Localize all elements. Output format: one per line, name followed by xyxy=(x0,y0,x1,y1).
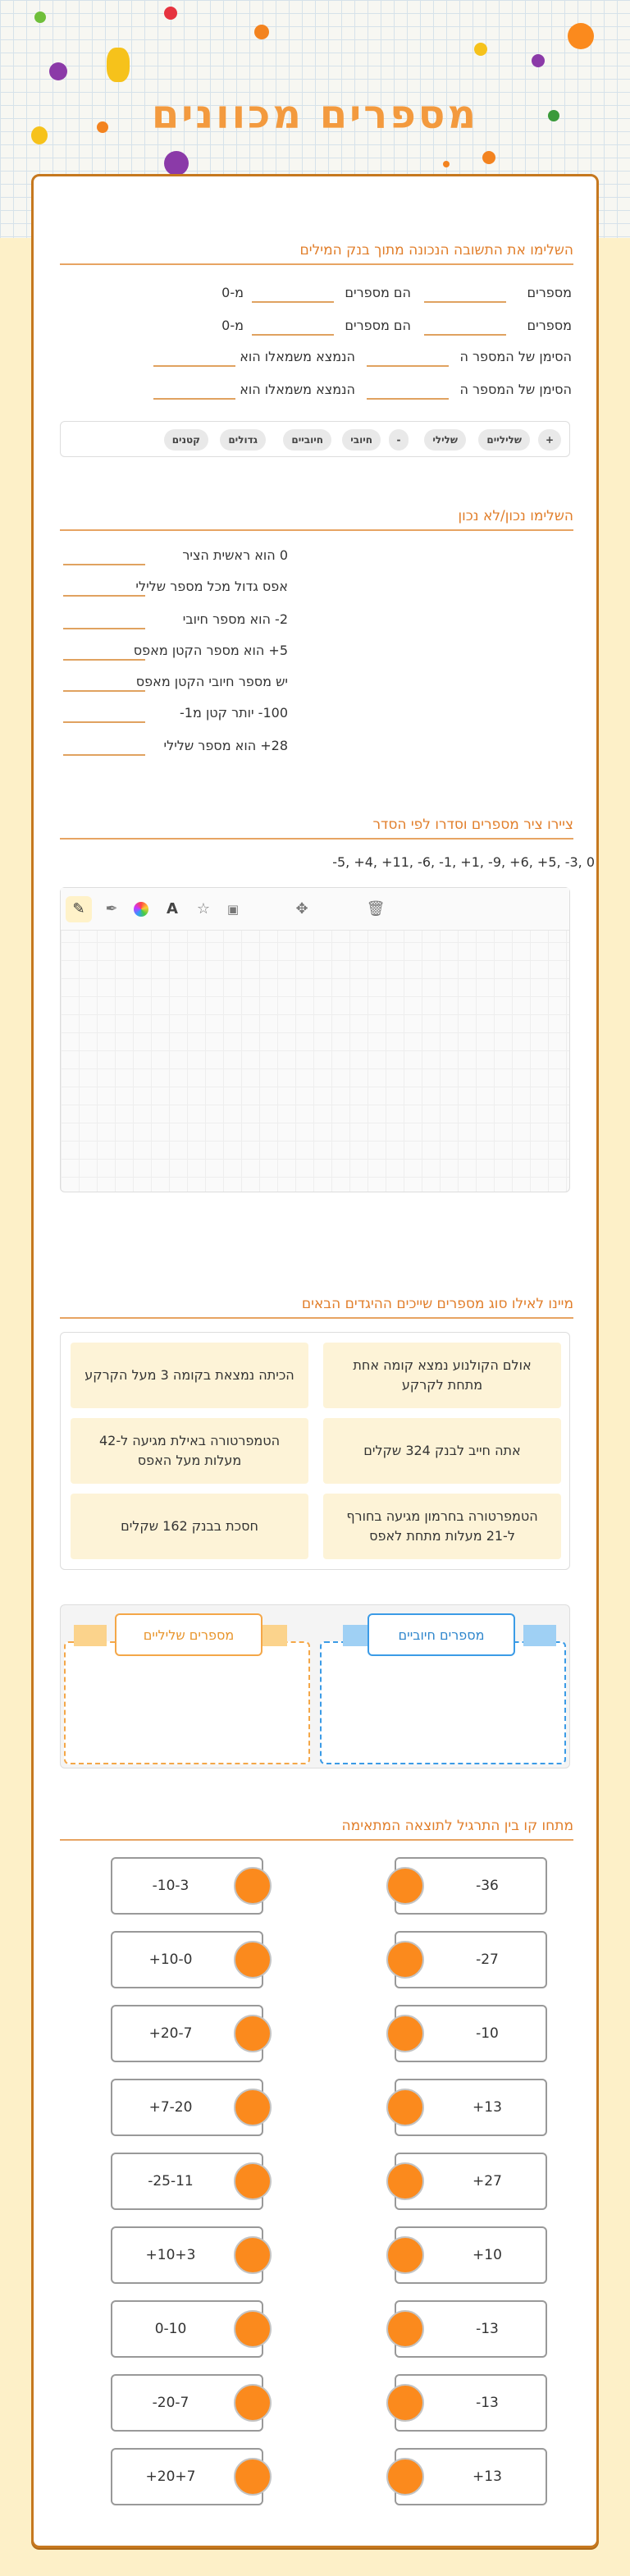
sort-card[interactable]: הכיתה נמצאת בקומה 3 מעל הקרקע xyxy=(71,1343,308,1408)
paint-splat xyxy=(474,43,487,56)
statement: 28+ הוא מספר שלילי xyxy=(163,738,288,753)
pencil-icon[interactable]: ✎ xyxy=(66,896,92,922)
blank-input[interactable] xyxy=(367,365,449,367)
answer-input[interactable] xyxy=(63,628,145,629)
match-exercise-card[interactable] xyxy=(111,1857,263,1915)
card-pool xyxy=(60,1332,570,1570)
paint-splat xyxy=(34,11,46,23)
match-result-text: +13 xyxy=(472,2099,502,2116)
paint-splat xyxy=(107,48,130,82)
connector-dot[interactable] xyxy=(234,2015,272,2052)
paint-splat xyxy=(532,54,545,67)
fill-text: מספרים xyxy=(527,285,572,300)
match-result-text: -27 xyxy=(476,1951,499,1968)
connector-dot[interactable] xyxy=(386,2236,424,2274)
true-false-row xyxy=(34,738,596,757)
match-exercise-text: +7-20 xyxy=(148,2099,193,2116)
color-wheel-icon[interactable] xyxy=(128,896,154,922)
bucket-negative[interactable] xyxy=(64,1641,310,1764)
answer-input[interactable] xyxy=(63,721,145,723)
match-exercise-card[interactable] xyxy=(111,2448,263,2505)
paint-splat xyxy=(164,7,177,20)
match-exercise-text: +10+3 xyxy=(145,2247,196,2263)
match-result-text: +10 xyxy=(472,2247,502,2263)
answer-input[interactable] xyxy=(63,690,145,692)
match-exercise-text: +20-7 xyxy=(148,2025,193,2042)
match-result-text: -10 xyxy=(476,2025,499,2042)
match-result-card[interactable] xyxy=(395,2226,547,2284)
word-chip[interactable]: שלילי xyxy=(424,429,466,451)
statement: 0 הוא ראשית הציר xyxy=(182,547,288,563)
fill-text: הם מספרים xyxy=(345,318,411,333)
text-icon[interactable]: A xyxy=(167,900,178,917)
paint-splat xyxy=(482,151,495,164)
match-result-text: +27 xyxy=(472,2173,502,2189)
match-result-card[interactable] xyxy=(395,2079,547,2136)
match-result-card[interactable] xyxy=(395,2153,547,2210)
statement: 100- יותר קטן מ1- xyxy=(180,705,288,721)
ribbon-tail xyxy=(523,1625,556,1646)
true-false-row xyxy=(34,643,596,662)
connector-dot[interactable] xyxy=(234,1867,272,1905)
match-result-card[interactable] xyxy=(395,1931,547,1988)
worksheet xyxy=(31,174,599,2548)
sort-card[interactable]: הטמפרטורה באילת מגיעה ל-42 מעלות מעל האפס xyxy=(71,1418,308,1484)
connector-dot[interactable] xyxy=(386,2089,424,2126)
page-title: מספרים מכוונים xyxy=(151,92,479,138)
blank-input[interactable] xyxy=(252,301,334,303)
connector-dot[interactable] xyxy=(386,2458,424,2496)
word-chip[interactable]: + xyxy=(538,429,561,451)
fill-text: מ-0 xyxy=(221,285,244,300)
fill-row xyxy=(58,382,572,401)
sort-card[interactable]: הטמפרטורה בחרמון מגיעה בחורף ל-21 מעלות מתחת לאפס xyxy=(323,1494,561,1559)
connector-dot[interactable] xyxy=(386,1867,424,1905)
connector-dot[interactable] xyxy=(234,2089,272,2126)
paint-splat xyxy=(254,25,269,39)
blank-input[interactable] xyxy=(153,365,235,367)
sort-buckets xyxy=(60,1604,570,1768)
match-exercise-text: -10-3 xyxy=(152,1878,189,1894)
connector-dot[interactable] xyxy=(386,1941,424,1979)
word-chip[interactable]: - xyxy=(389,429,409,451)
match-exercise-card[interactable] xyxy=(111,1931,263,1988)
word-chip[interactable]: קטנים xyxy=(164,429,208,451)
match-result-text: -13 xyxy=(476,2321,499,2337)
fill-text: הנמצא משמאלו הוא xyxy=(240,349,355,364)
match-result-text: -36 xyxy=(476,1878,499,1894)
fill-row xyxy=(58,318,572,337)
section-title: השלימו נכון/לא נכון xyxy=(60,508,573,531)
bucket-negative-label: מספרים שליליים xyxy=(115,1613,262,1656)
section-title: מיינו לאילו סוג מספרים שייכים ההיגדים הבאים xyxy=(60,1296,573,1319)
sort-card[interactable]: אולם הקולנוע נמצא קומה אחת מתחת לקרקע xyxy=(323,1343,561,1408)
match-exercise-card[interactable] xyxy=(111,2005,263,2062)
fill-text: הסימן של המספר ה xyxy=(459,349,572,364)
word-chip[interactable]: חיובי xyxy=(342,429,381,451)
match-result-card[interactable] xyxy=(395,1857,547,1915)
word-chip[interactable]: גדולים xyxy=(220,429,266,451)
match-result-card[interactable] xyxy=(395,2300,547,2358)
connector-dot[interactable] xyxy=(386,2162,424,2200)
image-icon[interactable]: ▣ xyxy=(226,902,240,917)
match-exercise-text: +10-0 xyxy=(148,1951,193,1968)
pen-icon[interactable]: ✒ xyxy=(105,900,118,917)
true-false-row xyxy=(34,547,596,567)
answer-input[interactable] xyxy=(63,659,145,661)
fill-text: הם מספרים xyxy=(345,285,411,300)
sort-card[interactable]: חסכת בבנק 162 שקלים xyxy=(71,1494,308,1559)
drawing-canvas[interactable] xyxy=(60,887,570,1192)
fill-text: מ-0 xyxy=(221,318,244,333)
true-false-row xyxy=(34,674,596,693)
match-exercise-card[interactable] xyxy=(111,2226,263,2284)
true-false-row xyxy=(34,705,596,725)
section-title: מתחו קו בין התרגיל לתוצאה המתאימה xyxy=(60,1818,573,1841)
statement: אפס גדול מכל מספר שלילי xyxy=(135,579,288,594)
blank-input[interactable] xyxy=(424,301,506,303)
match-result-card[interactable] xyxy=(395,2005,547,2062)
paint-splat xyxy=(49,62,67,80)
word-chip[interactable]: שליליים xyxy=(478,429,530,451)
match-result-text: -13 xyxy=(476,2395,499,2411)
paint-splat xyxy=(568,23,594,49)
bucket-positive[interactable] xyxy=(320,1641,566,1764)
fill-row xyxy=(58,285,572,304)
paint-splat xyxy=(164,151,189,176)
paint-splat xyxy=(443,161,450,167)
connector-dot[interactable] xyxy=(234,2310,272,2348)
match-result-card[interactable] xyxy=(395,2374,547,2432)
true-false-row xyxy=(34,611,596,631)
fill-row xyxy=(58,349,572,368)
numbers-list: -5, +4, +11, -6, -1, +1, -9, +6, +5, -3, 0 xyxy=(332,854,595,870)
answer-input[interactable] xyxy=(63,754,145,756)
drawing-toolbar xyxy=(61,888,569,931)
trash-icon[interactable]: 🗑 xyxy=(366,900,386,917)
bucket-positive-label: מספרים חיוביים xyxy=(368,1613,515,1656)
section-title: ציירו ציר מספרים וסדרו לפי הסדר xyxy=(60,817,573,840)
statement: 2- הוא מספר חיובי xyxy=(182,611,288,627)
match-exercise-text: -25-11 xyxy=(148,2173,194,2189)
match-result-text: +13 xyxy=(472,2468,502,2485)
star-icon[interactable]: ☆ xyxy=(196,900,211,917)
blank-input[interactable] xyxy=(252,334,334,336)
blank-input[interactable] xyxy=(367,398,449,400)
word-chip[interactable]: חיוביים xyxy=(283,429,331,451)
answer-input[interactable] xyxy=(63,564,145,565)
word-bank xyxy=(60,421,570,457)
match-exercise-card[interactable] xyxy=(111,2079,263,2136)
match-result-card[interactable] xyxy=(395,2448,547,2505)
ribbon-tail xyxy=(74,1625,107,1646)
connector-dot[interactable] xyxy=(234,2162,272,2200)
connector-dot[interactable] xyxy=(386,2310,424,2348)
section-title: השלימו את התשובה הנכונה מתוך בנק המילים xyxy=(60,242,573,265)
fill-text: הסימן של המספר ה xyxy=(459,382,572,397)
answer-input[interactable] xyxy=(63,595,145,597)
blank-input[interactable] xyxy=(424,334,506,336)
connector-dot[interactable] xyxy=(386,2384,424,2422)
fill-text: מספרים xyxy=(527,318,572,333)
connector-dot[interactable] xyxy=(386,2015,424,2052)
match-exercise-text: 0-10 xyxy=(154,2321,187,2337)
sort-card[interactable]: אתה חייב לבנק 324 שקלים xyxy=(323,1418,561,1484)
blank-input[interactable] xyxy=(153,398,235,400)
connector-dot[interactable] xyxy=(234,2236,272,2274)
connector-dot[interactable] xyxy=(234,1941,272,1979)
connector-dot[interactable] xyxy=(234,2384,272,2422)
statement: יש מספר חיובי הקטן מאפס xyxy=(135,674,288,689)
match-exercise-card[interactable] xyxy=(111,2374,263,2432)
move-icon[interactable]: ✥ xyxy=(295,900,308,917)
match-exercise-text: -20-7 xyxy=(152,2395,189,2411)
true-false-row xyxy=(34,579,596,598)
connector-dot[interactable] xyxy=(234,2458,272,2496)
match-exercise-card[interactable] xyxy=(111,2300,263,2358)
match-exercise-card[interactable] xyxy=(111,2153,263,2210)
statement: 5+ הוא מספר הקטן מאפס xyxy=(133,643,288,658)
match-exercise-text: +20+7 xyxy=(145,2468,196,2485)
fill-text: הנמצא משמאלו הוא xyxy=(240,382,355,397)
